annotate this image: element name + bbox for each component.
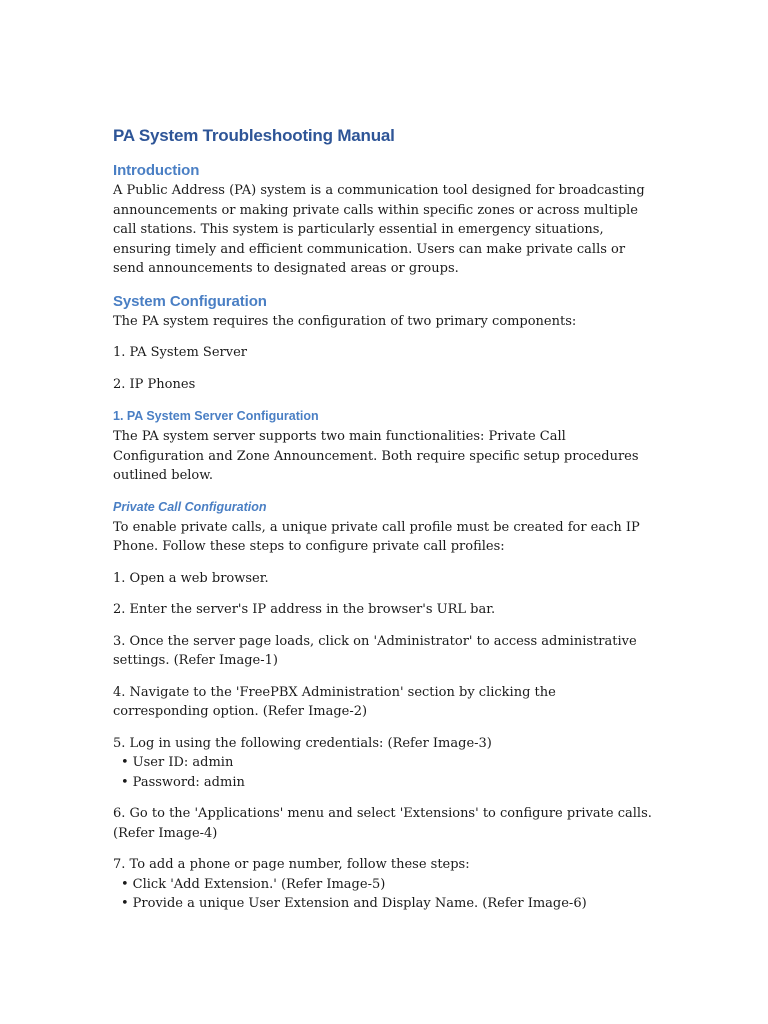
step-7: 7. To add a phone or page number, follow these steps: [113,857,470,872]
step-5: 5. Log in using the following credentials: (Refer Image-3) [113,735,492,751]
document-page [113,124,653,914]
step-6: 6. Go to the 'Applications' menu and select 'Extensions' to configure private calls. (Refer Image-4) [113,806,652,841]
list-item: • Provide a unique User Extension and Display Name. (Refer Image-6) [121,894,653,914]
system-configuration-heading: System Configuration [113,292,267,310]
private-call-paragraph: To enable private calls, a unique private call profile must be created for each IP Phone. Follow these steps to configure private call profiles: [113,519,640,554]
credentials-list [113,753,653,792]
step-4: 4. Navigate to the 'FreePBX Administration' section by clicking the corresponding option. (Refer Image-2) [113,684,556,719]
component-item: 1. PA System Server [113,345,247,360]
introduction-paragraph: A Public Address (PA) system is a communication tool designed for broadcasting announcements or making private calls within specific zones or across multiple call stations. This system is particularly essential in emergency situations, ensuring timely and efficient communication. Users can make private calls or send announcements to designated areas or groups. [113,183,645,276]
document-title: PA System Troubleshooting Manual [113,126,395,145]
system-configuration-paragraph: The PA system requires the configuration of two primary components: [113,313,577,329]
introduction-heading: Introduction [113,162,200,179]
step-3: 3. Once the server page loads, click on 'Administrator' to access administrative settings. (Refer Image-1) [113,633,637,668]
private-call-heading: Private Call Configuration [113,499,267,514]
server-configuration-paragraph: The PA system server supports two main functionalities: Private Call Configuration and Zone Announcement. Both require specific setup procedures outlined below. [113,429,639,483]
list-item: • Click 'Add Extension.' (Refer Image-5) [121,875,653,895]
component-item: 2. IP Phones [113,376,196,392]
step-2: 2. Enter the server's IP address in the browser's URL bar. [113,602,496,617]
list-item: • User ID: admin [121,753,653,773]
step-1: 1. Open a web browser. [113,570,269,586]
add-extension-list [113,875,653,914]
server-configuration-heading: 1. PA System Server Configuration [113,409,319,423]
list-item: • Password: admin [121,773,653,793]
